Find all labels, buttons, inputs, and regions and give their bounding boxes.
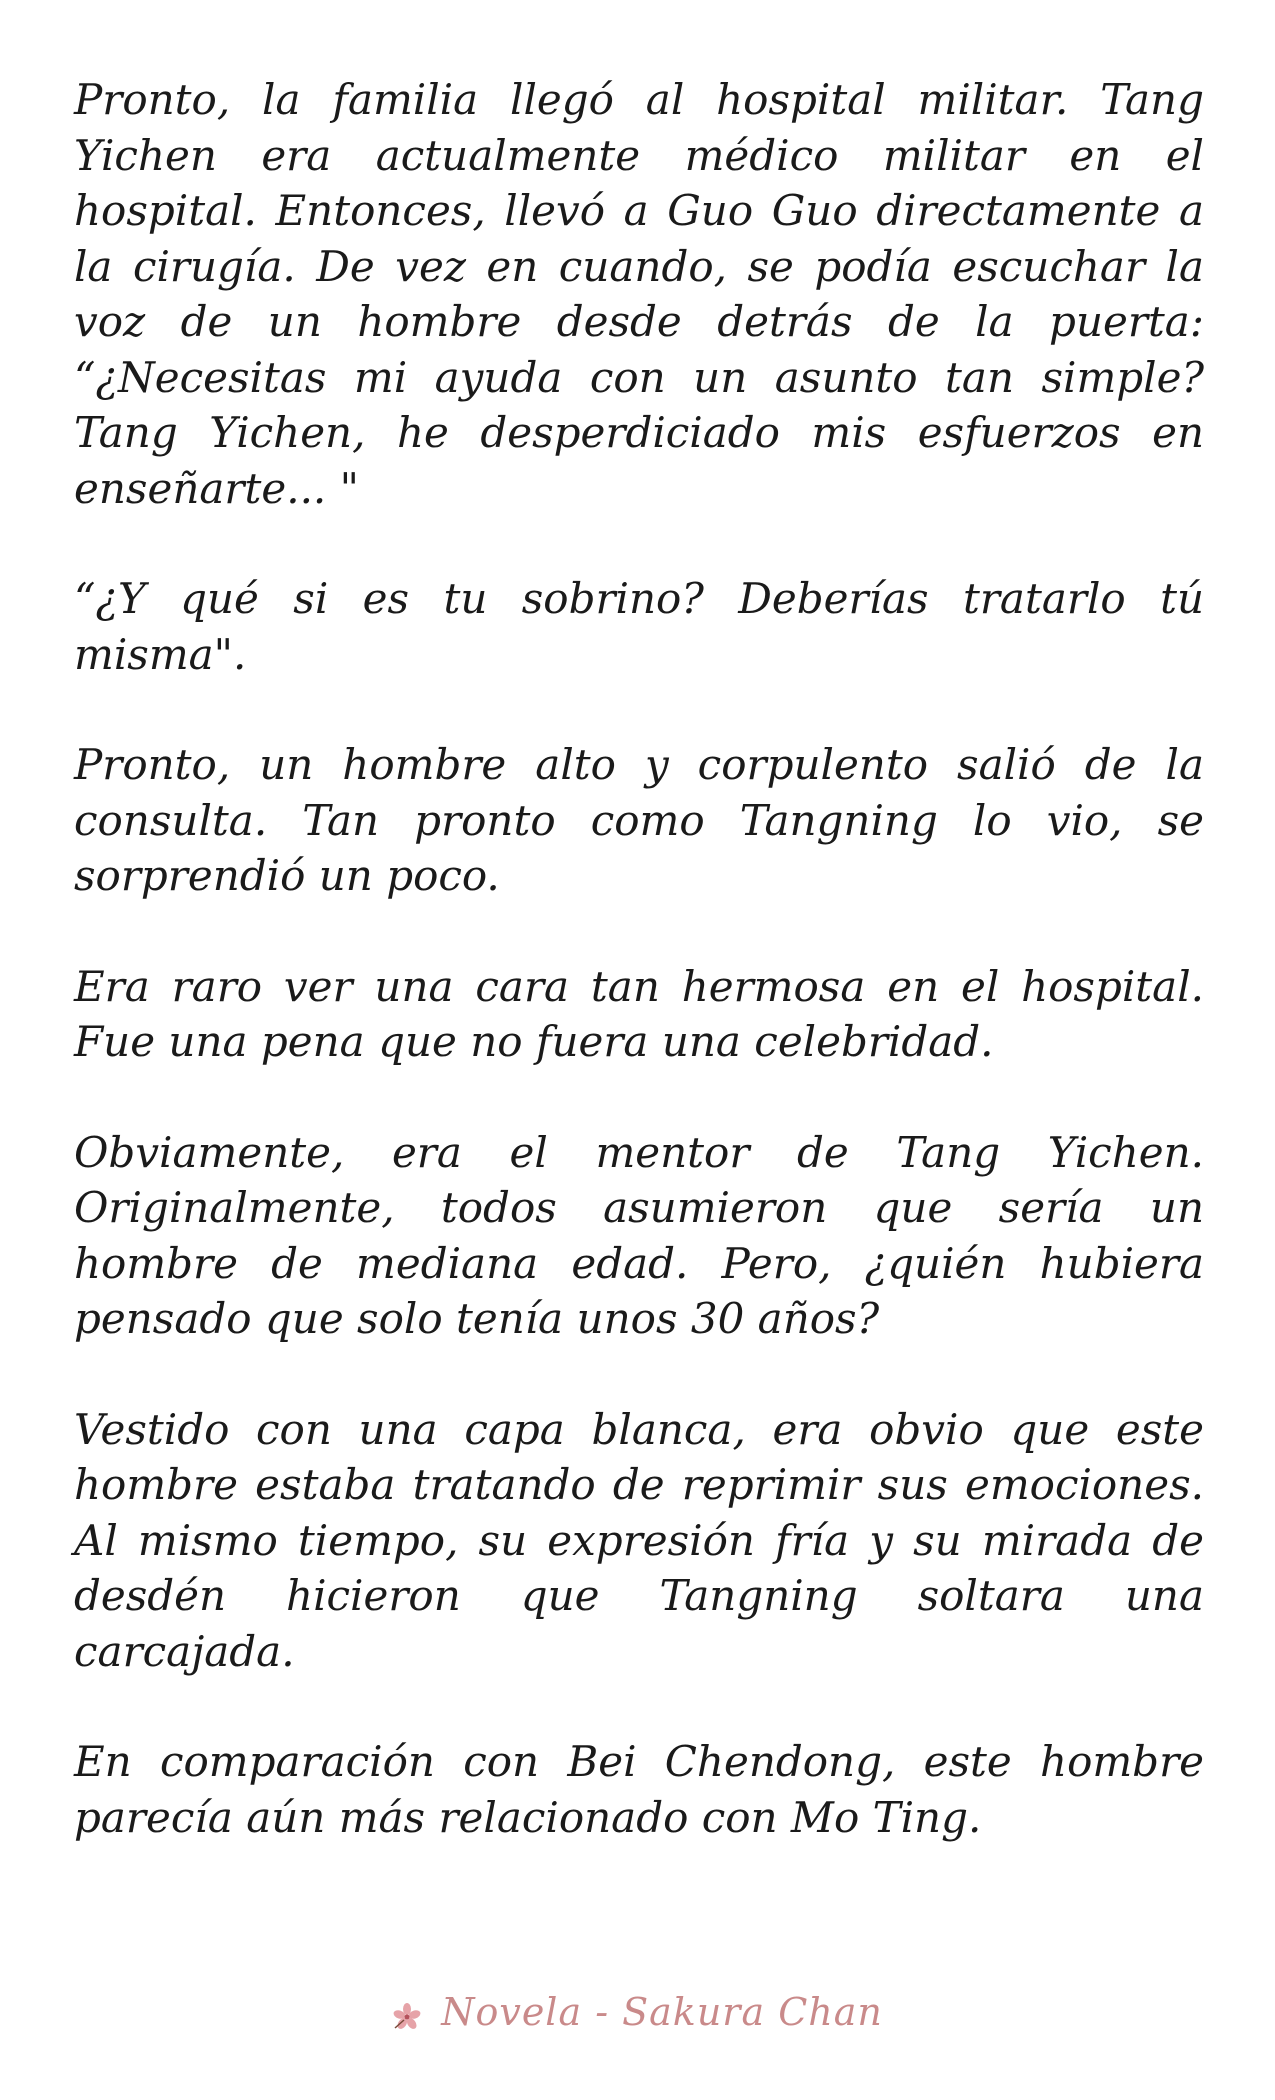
sakura-flower-icon	[392, 1997, 422, 2027]
paragraph-7: En comparación con Bei Chendong, este hombre parecía aún más relacionado con Mo Ting.	[74, 1737, 1204, 1842]
chapter-text	[74, 72, 1204, 1900]
paragraph-5: Obviamente, era el mentor de Tang Yichen. Originalmente, todos asumieron que sería un hombre de mediana edad. Pero, ¿quién hubiera pensado que solo tenía unos 30 años?	[74, 1127, 1204, 1343]
paragraph-2: “¿Y qué si es tu sobrino? Deberías tratarlo tú misma".	[74, 574, 1204, 679]
paragraph-1: Pronto, la familia llegó al hospital militar. Tang Yichen era actualmente médico militar en el hospital. Entonces, llevó a Guo Guo directamente a la cirugía. De vez en cuando, se podía escuchar la voz de un hombre desde detrás de la puerta: “¿Necesitas mi ayuda con un asunto tan simple? Tang Yichen, he desperdiciado mis esfuerzos en enseñarte... "	[74, 75, 1204, 513]
paragraph-3: Pronto, un hombre alto y corpulento salió de la consulta. Tan pronto como Tangning lo vio, se sorprendió un poco.	[74, 740, 1204, 900]
paragraph-6: Vestido con una capa blanca, era obvio que este hombre estaba tratando de reprimir sus emociones. Al mismo tiempo, su expresión fría y su mirada de desdén hicieron que Tangning soltara una carcajada.	[74, 1404, 1204, 1676]
watermark-text: Novela - Sakura Chan	[441, 1990, 883, 2034]
watermark	[0, 1990, 1275, 2034]
paragraph-4: Era raro ver una cara tan hermosa en el hospital. Fue una pena que no fuera una celebridad.	[74, 961, 1204, 1066]
